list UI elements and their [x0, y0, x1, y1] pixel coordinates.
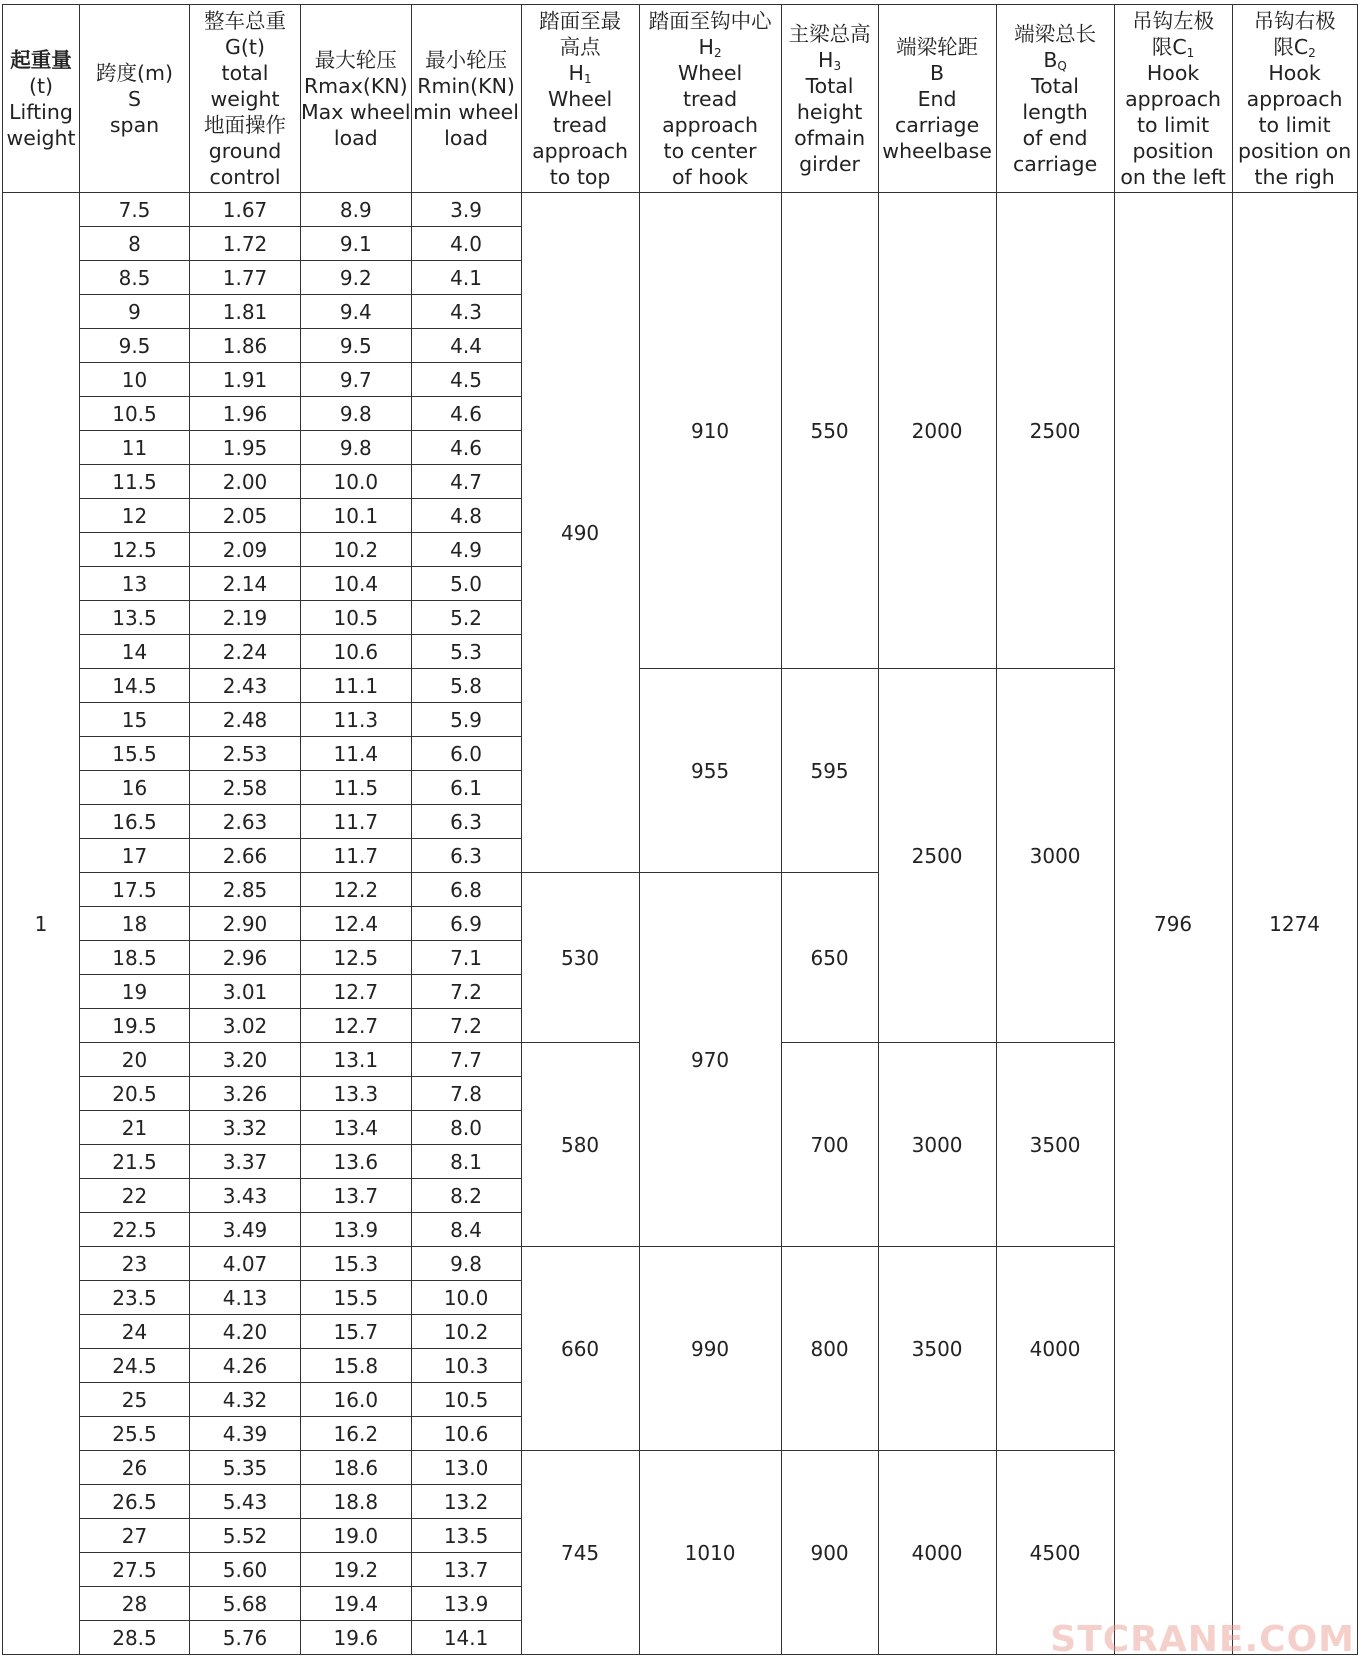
- span-cell: 8.5: [80, 261, 190, 295]
- header-line: (t): [28, 73, 54, 98]
- header-line: wheelbase: [882, 138, 992, 163]
- max-wheel-load-cell: 18.6: [301, 1451, 412, 1485]
- min-wheel-load-cell: 4.6: [411, 397, 521, 431]
- min-wheel-load-cell: 7.2: [411, 1009, 521, 1043]
- min-wheel-load-cell: 4.4: [411, 329, 521, 363]
- total-weight-cell: 5.35: [190, 1451, 301, 1485]
- total-weight-cell: 1.81: [190, 295, 301, 329]
- end-carriage-length-cell: 4500: [996, 1451, 1114, 1655]
- total-weight-cell: 2.58: [190, 771, 301, 805]
- total-weight-cell: 3.49: [190, 1213, 301, 1247]
- min-wheel-load-cell: 10.3: [411, 1349, 521, 1383]
- max-wheel-load-cell: 10.5: [301, 601, 412, 635]
- min-wheel-load-cell: 4.6: [411, 431, 521, 465]
- max-wheel-load-cell: 15.7: [301, 1315, 412, 1349]
- span-cell: 13.5: [80, 601, 190, 635]
- header-line: Max wheel: [301, 99, 411, 124]
- total-weight-cell: 2.96: [190, 941, 301, 975]
- header-subscript: Q: [1057, 58, 1067, 73]
- lifting-weight-cell: 1: [3, 193, 80, 1655]
- max-wheel-load-cell: 10.2: [301, 533, 412, 567]
- h3-cell: 595: [781, 669, 878, 873]
- span-cell: 16.5: [80, 805, 190, 839]
- header-line: End: [917, 86, 957, 111]
- header-line: approach: [532, 138, 629, 163]
- total-weight-cell: 2.48: [190, 703, 301, 737]
- header-line: height: [796, 99, 863, 124]
- max-wheel-load-cell: 13.9: [301, 1213, 412, 1247]
- span-cell: 20.5: [80, 1077, 190, 1111]
- min-wheel-load-cell: 3.9: [411, 193, 521, 227]
- header-line: G(t): [225, 34, 265, 59]
- column-header-9: [878, 5, 996, 193]
- total-weight-cell: 1.67: [190, 193, 301, 227]
- h1-cell: 580: [521, 1043, 639, 1247]
- header-line: the righ: [1254, 164, 1335, 189]
- span-cell: 19.5: [80, 1009, 190, 1043]
- total-weight-cell: 2.19: [190, 601, 301, 635]
- header-line: 踏面至最: [539, 8, 622, 33]
- header-line: 最小轮压: [425, 47, 508, 72]
- span-cell: 27: [80, 1519, 190, 1553]
- max-wheel-load-cell: 15.5: [301, 1281, 412, 1315]
- header-line: approach: [1125, 86, 1222, 111]
- span-cell: 12: [80, 499, 190, 533]
- max-wheel-load-cell: 12.7: [301, 1009, 412, 1043]
- min-wheel-load-cell: 4.7: [411, 465, 521, 499]
- total-weight-cell: 2.05: [190, 499, 301, 533]
- header-line: Hook: [1268, 60, 1321, 85]
- header-line: to limit: [1258, 112, 1331, 137]
- span-cell: 12.5: [80, 533, 190, 567]
- header-line: 端梁轮距: [896, 34, 979, 59]
- total-weight-cell: 3.37: [190, 1145, 301, 1179]
- header-line: S: [127, 86, 141, 111]
- span-cell: 22: [80, 1179, 190, 1213]
- total-weight-cell: 3.26: [190, 1077, 301, 1111]
- span-cell: 14: [80, 635, 190, 669]
- header-line: $H_2$: [698, 34, 722, 60]
- header-subscript: 3: [833, 58, 842, 73]
- total-weight-cell: 2.63: [190, 805, 301, 839]
- total-weight-cell: 4.07: [190, 1247, 301, 1281]
- span-cell: 15: [80, 703, 190, 737]
- max-wheel-load-cell: 10.4: [301, 567, 412, 601]
- max-wheel-load-cell: 13.1: [301, 1043, 412, 1077]
- total-weight-cell: 4.32: [190, 1383, 301, 1417]
- header-line: of end: [1022, 125, 1088, 150]
- min-wheel-load-cell: 5.3: [411, 635, 521, 669]
- min-wheel-load-cell: 6.1: [411, 771, 521, 805]
- h1-cell: 660: [521, 1247, 639, 1451]
- header-line: total: [221, 60, 269, 85]
- total-weight-cell: 4.39: [190, 1417, 301, 1451]
- max-wheel-load-cell: 9.8: [301, 431, 412, 465]
- header-line: weight: [6, 125, 76, 150]
- total-weight-cell: 1.72: [190, 227, 301, 261]
- min-wheel-load-cell: 6.0: [411, 737, 521, 771]
- span-cell: 18: [80, 907, 190, 941]
- header-line: 端梁总长: [1014, 21, 1097, 46]
- h2-cell: 990: [639, 1247, 781, 1451]
- total-weight-cell: 3.43: [190, 1179, 301, 1213]
- header-line: of hook: [671, 164, 749, 189]
- header-line: $H_3$: [818, 47, 842, 73]
- h3-cell: 800: [781, 1247, 878, 1451]
- max-wheel-load-cell: 13.3: [301, 1077, 412, 1111]
- header-line: to center: [663, 138, 757, 163]
- header-line: 高点: [559, 34, 601, 59]
- h3-cell: 900: [781, 1451, 878, 1655]
- span-cell: 21.5: [80, 1145, 190, 1179]
- header-line: length: [1022, 99, 1088, 124]
- header-line: 限$C_2$: [1273, 34, 1316, 60]
- min-wheel-load-cell: 7.1: [411, 941, 521, 975]
- crane-spec-table: [2, 4, 1358, 1655]
- total-weight-cell: 4.26: [190, 1349, 301, 1383]
- total-weight-cell: 1.77: [190, 261, 301, 295]
- table-row: [3, 193, 1358, 227]
- header-line: $H_1$: [568, 60, 592, 86]
- max-wheel-load-cell: 11.1: [301, 669, 412, 703]
- span-cell: 7.5: [80, 193, 190, 227]
- min-wheel-load-cell: 6.9: [411, 907, 521, 941]
- min-wheel-load-cell: 4.1: [411, 261, 521, 295]
- header-line: Total: [805, 73, 854, 98]
- total-weight-cell: 1.86: [190, 329, 301, 363]
- total-weight-cell: 4.20: [190, 1315, 301, 1349]
- min-wheel-load-cell: 4.0: [411, 227, 521, 261]
- min-wheel-load-cell: 5.9: [411, 703, 521, 737]
- header-line: 踏面至钩中心: [648, 8, 772, 33]
- header-line: load: [333, 125, 378, 150]
- min-wheel-load-cell: 8.1: [411, 1145, 521, 1179]
- header-line: 地面操作: [204, 112, 286, 137]
- span-cell: 22.5: [80, 1213, 190, 1247]
- end-carriage-length-cell: 2500: [996, 193, 1114, 669]
- span-cell: 25: [80, 1383, 190, 1417]
- header-line: B: [930, 60, 945, 85]
- header-line: control: [209, 164, 281, 189]
- min-wheel-load-cell: 13.0: [411, 1451, 521, 1485]
- span-cell: 19: [80, 975, 190, 1009]
- min-wheel-load-cell: 9.8: [411, 1247, 521, 1281]
- total-weight-cell: 5.43: [190, 1485, 301, 1519]
- header-line: Wheel: [677, 60, 743, 85]
- total-weight-cell: 5.76: [190, 1621, 301, 1655]
- column-header-11: [1114, 5, 1232, 193]
- header-line: girder: [799, 151, 860, 176]
- total-weight-cell: 1.96: [190, 397, 301, 431]
- header-line: 最大轮压: [314, 47, 397, 72]
- header-line: Rmax(KN): [303, 73, 408, 98]
- header-line: 吊钩左极: [1132, 8, 1215, 33]
- span-cell: 26: [80, 1451, 190, 1485]
- max-wheel-load-cell: 9.1: [301, 227, 412, 261]
- h2-cell: 970: [639, 873, 781, 1247]
- header-line: to top: [549, 164, 611, 189]
- watermark: STCRANE.COM: [1050, 1619, 1355, 1660]
- span-cell: 15.5: [80, 737, 190, 771]
- min-wheel-load-cell: 4.9: [411, 533, 521, 567]
- max-wheel-load-cell: 9.7: [301, 363, 412, 397]
- total-weight-cell: 5.52: [190, 1519, 301, 1553]
- total-weight-cell: 3.32: [190, 1111, 301, 1145]
- wheelbase-cell: 3500: [878, 1247, 996, 1451]
- header-line: approach: [1246, 86, 1343, 111]
- min-wheel-load-cell: 13.2: [411, 1485, 521, 1519]
- total-weight-cell: 2.53: [190, 737, 301, 771]
- max-wheel-load-cell: 19.0: [301, 1519, 412, 1553]
- span-cell: 17.5: [80, 873, 190, 907]
- span-cell: 23.5: [80, 1281, 190, 1315]
- span-cell: 27.5: [80, 1553, 190, 1587]
- span-cell: 10.5: [80, 397, 190, 431]
- max-wheel-load-cell: 10.6: [301, 635, 412, 669]
- header-line: position: [1132, 138, 1214, 163]
- column-header-12: [1232, 5, 1357, 193]
- header-line: weight: [210, 86, 280, 111]
- span-cell: 21: [80, 1111, 190, 1145]
- max-wheel-load-cell: 11.5: [301, 771, 412, 805]
- max-wheel-load-cell: 19.4: [301, 1587, 412, 1621]
- header-line: carriage: [1012, 151, 1098, 176]
- header-line: 吊钩右极: [1253, 8, 1336, 33]
- max-wheel-load-cell: 12.4: [301, 907, 412, 941]
- column-header-2: [80, 5, 190, 193]
- max-wheel-load-cell: 10.0: [301, 465, 412, 499]
- total-weight-cell: 2.14: [190, 567, 301, 601]
- total-weight-cell: 1.95: [190, 431, 301, 465]
- min-wheel-load-cell: 10.6: [411, 1417, 521, 1451]
- header-line: 跨度(m): [96, 60, 173, 85]
- min-wheel-load-cell: 4.3: [411, 295, 521, 329]
- max-wheel-load-cell: 12.2: [301, 873, 412, 907]
- wheelbase-cell: 3000: [878, 1043, 996, 1247]
- h3-cell: 550: [781, 193, 878, 669]
- min-wheel-load-cell: 4.8: [411, 499, 521, 533]
- max-wheel-load-cell: 13.4: [301, 1111, 412, 1145]
- min-wheel-load-cell: 13.7: [411, 1553, 521, 1587]
- end-carriage-length-cell: 4000: [996, 1247, 1114, 1451]
- h2-cell: 955: [639, 669, 781, 873]
- total-weight-cell: 3.02: [190, 1009, 301, 1043]
- total-weight-cell: 2.09: [190, 533, 301, 567]
- h1-cell: 530: [521, 873, 639, 1043]
- h3-cell: 650: [781, 873, 878, 1043]
- max-wheel-load-cell: 15.8: [301, 1349, 412, 1383]
- max-wheel-load-cell: 15.3: [301, 1247, 412, 1281]
- span-cell: 9.5: [80, 329, 190, 363]
- min-wheel-load-cell: 5.8: [411, 669, 521, 703]
- max-wheel-load-cell: 16.2: [301, 1417, 412, 1451]
- min-wheel-load-cell: 14.1: [411, 1621, 521, 1655]
- max-wheel-load-cell: 9.2: [301, 261, 412, 295]
- header-line: approach: [662, 112, 759, 137]
- total-weight-cell: 2.90: [190, 907, 301, 941]
- min-wheel-load-cell: 7.2: [411, 975, 521, 1009]
- header-line: Rmin(KN): [417, 73, 515, 98]
- max-wheel-load-cell: 13.7: [301, 1179, 412, 1213]
- header-line: to limit: [1136, 112, 1210, 137]
- column-header-3: [190, 5, 301, 193]
- span-cell: 23: [80, 1247, 190, 1281]
- table-header: [3, 5, 1358, 193]
- header-line: 整车总重: [204, 8, 286, 33]
- h3-cell: 700: [781, 1043, 878, 1247]
- total-weight-cell: 5.60: [190, 1553, 301, 1587]
- min-wheel-load-cell: 6.3: [411, 839, 521, 873]
- max-wheel-load-cell: 9.4: [301, 295, 412, 329]
- max-wheel-load-cell: 19.6: [301, 1621, 412, 1655]
- header-subscript: 2: [713, 45, 722, 60]
- max-wheel-load-cell: 16.0: [301, 1383, 412, 1417]
- total-weight-cell: 2.00: [190, 465, 301, 499]
- span-cell: 10: [80, 363, 190, 397]
- h2-cell: 910: [639, 193, 781, 669]
- header-line: 起重量: [10, 47, 72, 72]
- total-weight-cell: 2.85: [190, 873, 301, 907]
- h2-cell: 1010: [639, 1451, 781, 1655]
- max-wheel-load-cell: 10.1: [301, 499, 412, 533]
- total-weight-cell: 2.24: [190, 635, 301, 669]
- column-header-10: [996, 5, 1114, 193]
- column-header-4: [301, 5, 412, 193]
- span-cell: 18.5: [80, 941, 190, 975]
- max-wheel-load-cell: 12.5: [301, 941, 412, 975]
- max-wheel-load-cell: 8.9: [301, 193, 412, 227]
- span-cell: 8: [80, 227, 190, 261]
- span-cell: 11.5: [80, 465, 190, 499]
- max-wheel-load-cell: 12.7: [301, 975, 412, 1009]
- hook-left-limit-cell: 796: [1114, 193, 1232, 1655]
- min-wheel-load-cell: 10.0: [411, 1281, 521, 1315]
- max-wheel-load-cell: 9.5: [301, 329, 412, 363]
- header-line: 限$C_1$: [1151, 34, 1195, 60]
- span-cell: 17: [80, 839, 190, 873]
- span-cell: 24.5: [80, 1349, 190, 1383]
- max-wheel-load-cell: 13.6: [301, 1145, 412, 1179]
- header-subscript: 1: [583, 71, 592, 86]
- header-line: position on: [1237, 138, 1352, 163]
- column-header-7: [639, 5, 781, 193]
- total-weight-cell: 3.01: [190, 975, 301, 1009]
- header-line: span: [109, 112, 160, 137]
- total-weight-cell: 1.91: [190, 363, 301, 397]
- span-cell: 9: [80, 295, 190, 329]
- min-wheel-load-cell: 7.8: [411, 1077, 521, 1111]
- header-line: Wheel: [547, 86, 613, 111]
- wheelbase-cell: 4000: [878, 1451, 996, 1655]
- total-weight-cell: 3.20: [190, 1043, 301, 1077]
- min-wheel-load-cell: 6.3: [411, 805, 521, 839]
- header-line: Lifting: [9, 99, 73, 124]
- end-carriage-length-cell: 3000: [996, 669, 1114, 1043]
- header-line: 主梁总高: [788, 21, 871, 46]
- max-wheel-load-cell: 9.8: [301, 397, 412, 431]
- min-wheel-load-cell: 5.2: [411, 601, 521, 635]
- column-header-6: [521, 5, 639, 193]
- min-wheel-load-cell: 6.8: [411, 873, 521, 907]
- span-cell: 11: [80, 431, 190, 465]
- wheelbase-cell: 2000: [878, 193, 996, 669]
- header-subscript: 1: [1186, 45, 1195, 60]
- column-header-8: [781, 5, 878, 193]
- span-cell: 28.5: [80, 1621, 190, 1655]
- total-weight-cell: 2.66: [190, 839, 301, 873]
- total-weight-cell: 2.43: [190, 669, 301, 703]
- min-wheel-load-cell: 10.2: [411, 1315, 521, 1349]
- total-weight-cell: 4.13: [190, 1281, 301, 1315]
- span-cell: 16: [80, 771, 190, 805]
- header-line: ground: [208, 138, 282, 163]
- min-wheel-load-cell: 8.0: [411, 1111, 521, 1145]
- end-carriage-length-cell: 3500: [996, 1043, 1114, 1247]
- max-wheel-load-cell: 11.7: [301, 839, 412, 873]
- max-wheel-load-cell: 11.4: [301, 737, 412, 771]
- header-line: on the left: [1120, 164, 1226, 189]
- h1-cell: 745: [521, 1451, 639, 1655]
- header-line: $B_Q$: [1043, 47, 1067, 73]
- span-cell: 28: [80, 1587, 190, 1621]
- span-cell: 14.5: [80, 669, 190, 703]
- header-line: carriage: [894, 112, 980, 137]
- min-wheel-load-cell: 13.9: [411, 1587, 521, 1621]
- wheelbase-cell: 2500: [878, 669, 996, 1043]
- header-line: tread: [682, 86, 738, 111]
- min-wheel-load-cell: 5.0: [411, 567, 521, 601]
- min-wheel-load-cell: 8.4: [411, 1213, 521, 1247]
- max-wheel-load-cell: 11.3: [301, 703, 412, 737]
- min-wheel-load-cell: 8.2: [411, 1179, 521, 1213]
- header-line: Hook: [1146, 60, 1200, 85]
- max-wheel-load-cell: 11.7: [301, 805, 412, 839]
- min-wheel-load-cell: 13.5: [411, 1519, 521, 1553]
- min-wheel-load-cell: 10.5: [411, 1383, 521, 1417]
- min-wheel-load-cell: 4.5: [411, 363, 521, 397]
- column-header-1: [3, 5, 80, 193]
- span-cell: 25.5: [80, 1417, 190, 1451]
- header-line: tread: [552, 112, 608, 137]
- span-cell: 13: [80, 567, 190, 601]
- column-header-5: [411, 5, 521, 193]
- total-weight-cell: 5.68: [190, 1587, 301, 1621]
- span-cell: 24: [80, 1315, 190, 1349]
- header-line: load: [444, 125, 488, 150]
- header-line: Total: [1031, 73, 1080, 98]
- h1-cell: 490: [521, 193, 639, 873]
- header-line: min wheel: [413, 99, 519, 124]
- header-line: ofmain: [794, 125, 866, 150]
- max-wheel-load-cell: 19.2: [301, 1553, 412, 1587]
- min-wheel-load-cell: 7.7: [411, 1043, 521, 1077]
- hook-right-limit-cell: 1274: [1232, 193, 1357, 1655]
- span-cell: 20: [80, 1043, 190, 1077]
- max-wheel-load-cell: 18.8: [301, 1485, 412, 1519]
- header-subscript: 2: [1308, 45, 1316, 60]
- table-body: [3, 193, 1358, 1655]
- span-cell: 26.5: [80, 1485, 190, 1519]
